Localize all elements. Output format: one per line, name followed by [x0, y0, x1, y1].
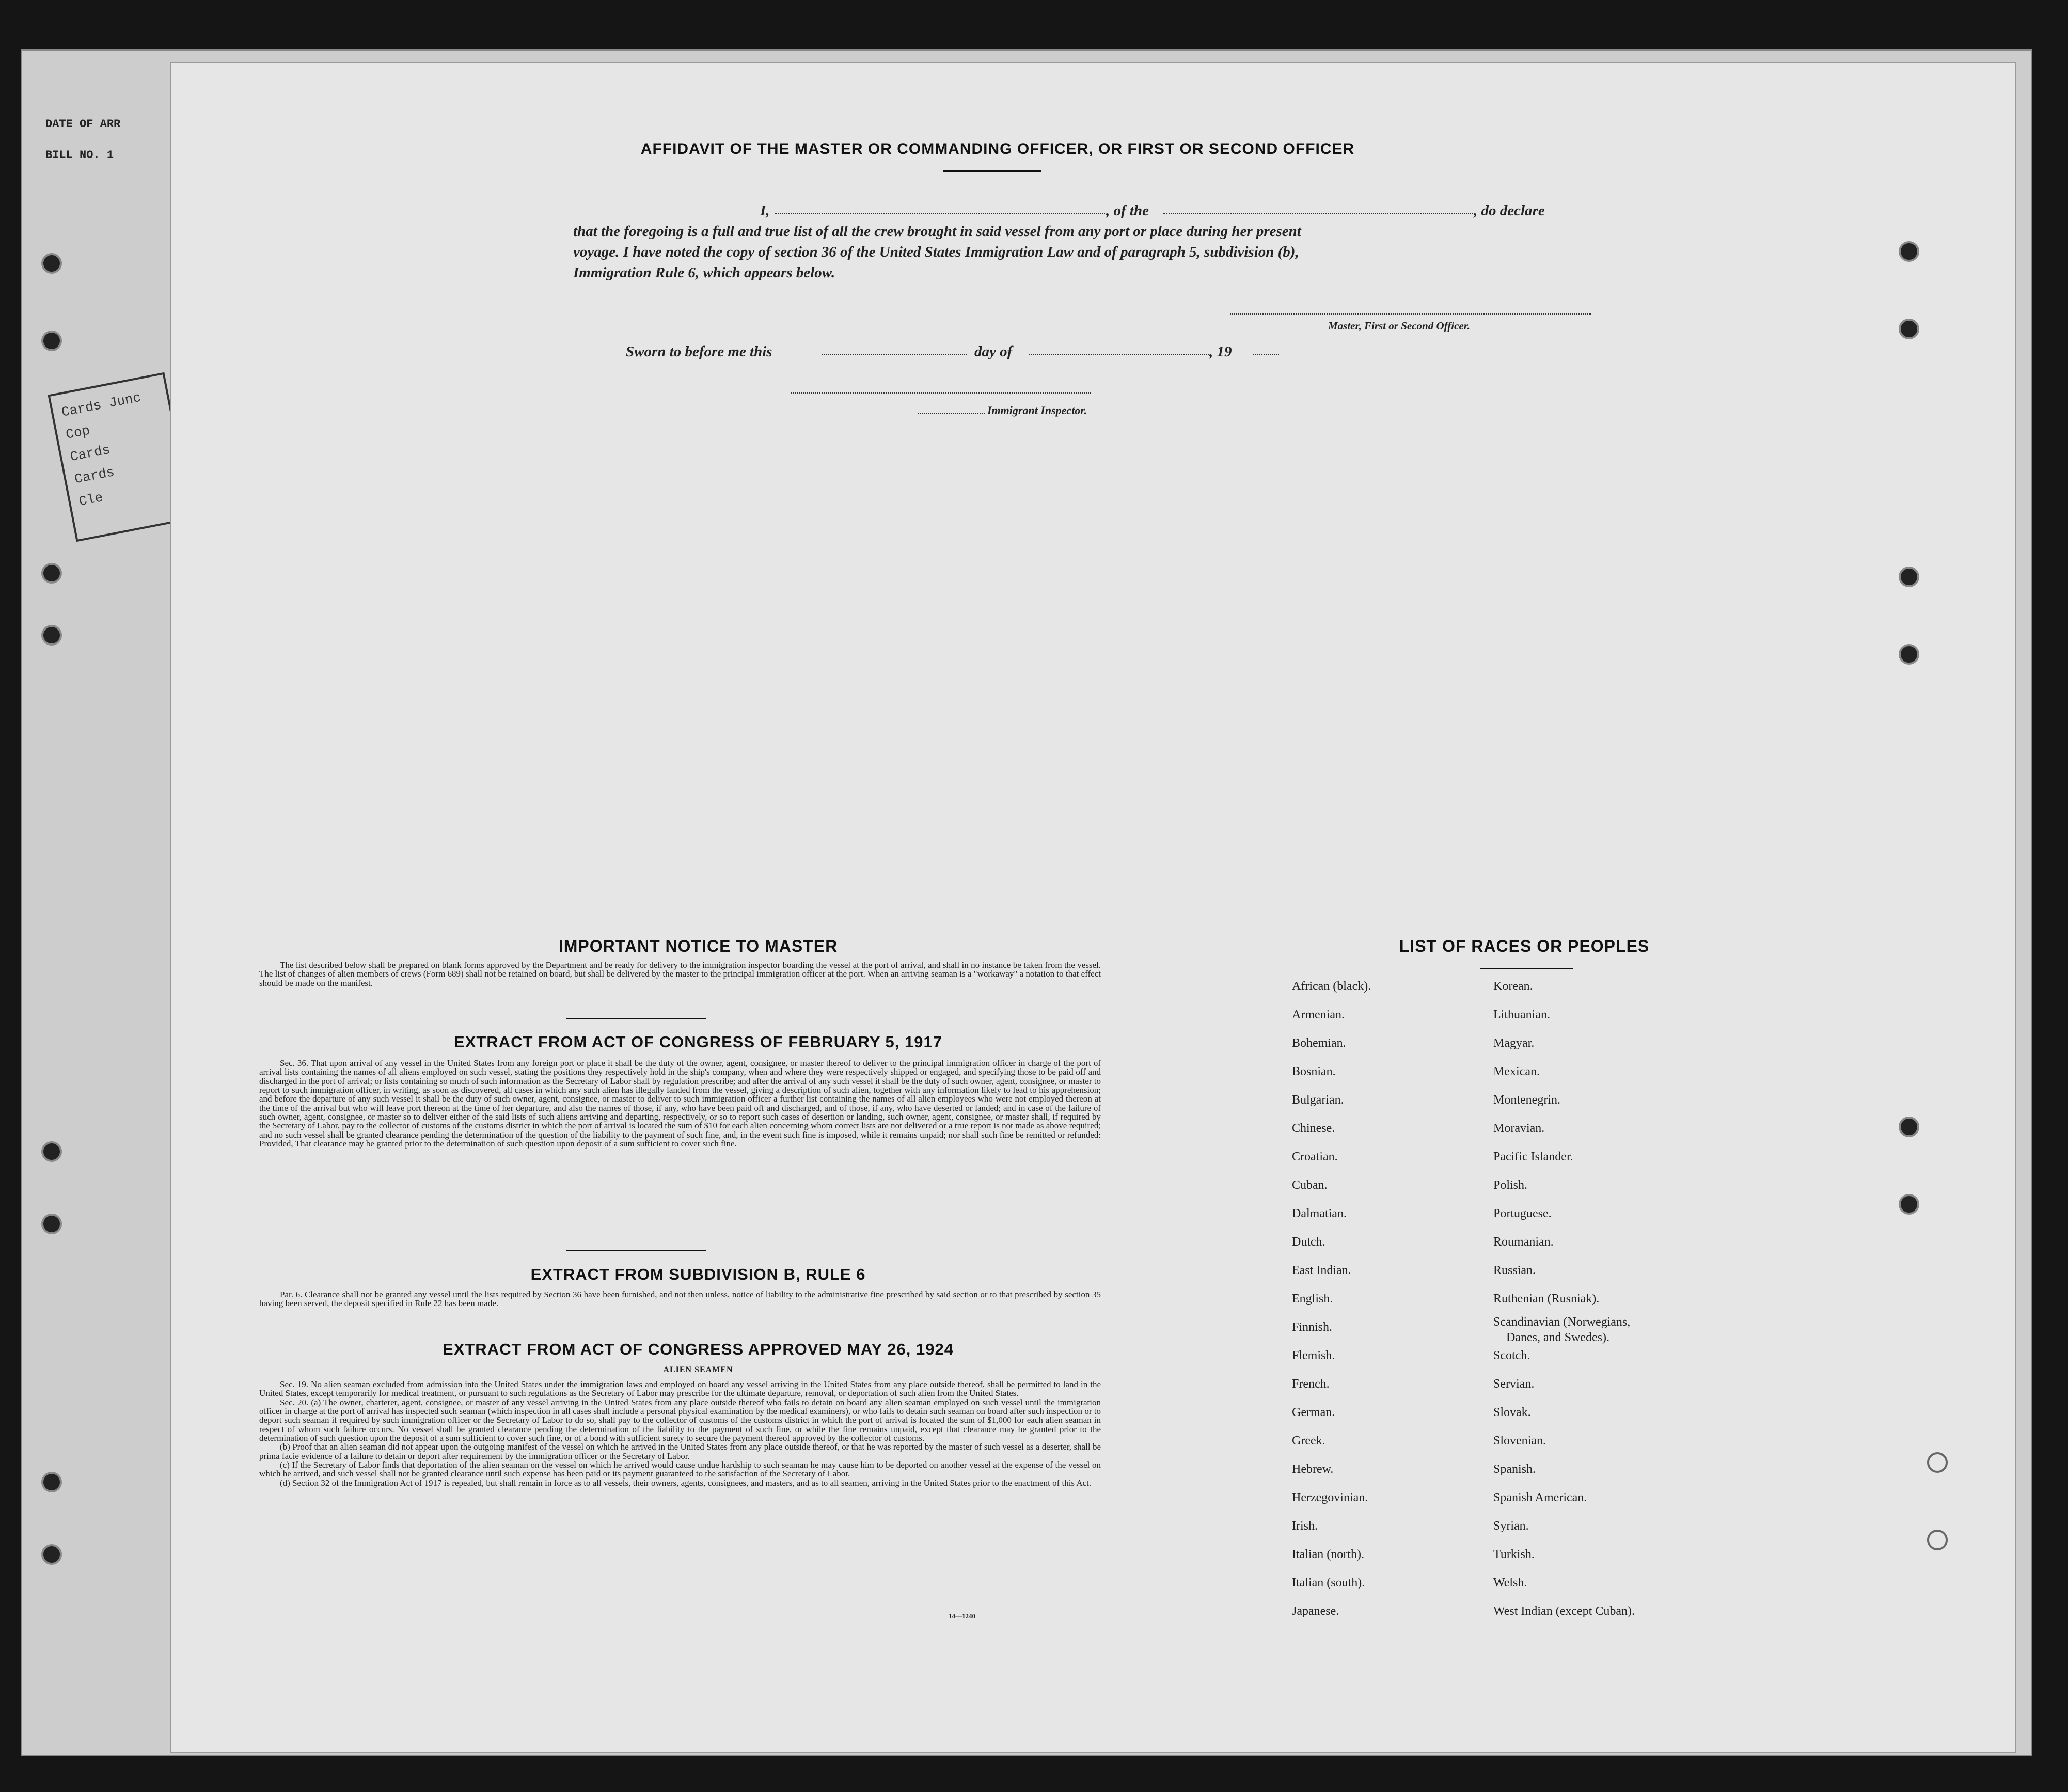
race-item: Italian (south). — [1292, 1576, 1365, 1590]
extract-rule6-title: EXTRACT FROM SUBDIVISION B, RULE 6 — [530, 1265, 866, 1283]
binder-hole — [41, 563, 62, 584]
sec-20-a: Sec. 20. (a) The owner, charterer, agent, consignee, or master of any vessel arriving in the United States from any place outside thereof who fails to detain on board any alien seaman employed on such vessel until the immigration officer in charge at the port of arrival has inspected such seaman (which inspection in all cases shall include a personal physical examination by the medical examiners), or who fails to detain such seaman on board after such inspection or to deport such seaman if required by such immigration officer or the Secretary of Labor to do so, shall pay to the collector of customs of the customs district in which the port of arrival is located the sum of $1,000 for each alien seaman in respect of whom such failure occurs. No vessel shall be granted clearance pending the determination of the liability to the payment of such fine, or while the fine remains unpaid, except that clearance may be granted prior to the determination of such question upon the deposit of a sum sufficient to cover such fine, or of a bond with sufficient surety to secure the payment thereof approved by the collector of customs. — [259, 1397, 1101, 1443]
bill-label: BILL NO. 1 — [45, 149, 114, 162]
race-item: Russian. — [1493, 1264, 1536, 1277]
race-item: Herzegovinian. — [1292, 1491, 1368, 1504]
divider — [566, 1250, 706, 1251]
race-item: Magyar. — [1493, 1036, 1535, 1050]
race-item: English. — [1292, 1292, 1333, 1306]
race-item: French. — [1292, 1377, 1330, 1391]
race-item: Spanish. — [1493, 1463, 1536, 1476]
race-item: Turkish. — [1493, 1548, 1535, 1561]
race-item: Bulgarian. — [1292, 1093, 1344, 1107]
binder-hole — [41, 331, 62, 351]
divider — [1480, 968, 1573, 969]
race-item: Dutch. — [1292, 1235, 1325, 1249]
race-item: Roumanian. — [1493, 1235, 1554, 1249]
race-item: Chinese. — [1292, 1122, 1335, 1135]
notice-body: The list described below shall be prepared on blank forms approved by the Department and be ready for delivery to the immigration inspector boarding the vessel at the port of arrival, and shall in no instance be taken from the vessel. The list of changes of alien members of crews (Form 689) shall not be retained on board, but shall be delivered by the master to the principal immigration officer at the port. When an arriving seaman is a "workaway" a notation to that effect should be made on the manifest. — [259, 960, 1101, 988]
sec-20-b: (b) Proof that an alien seaman did not appear upon the outgoing manifest of the vessel on which he arrived in the United States from any place outside thereof, or that he was reported by the master of such vessel as a deserter, shall be prima facie evidence of a failure to detain or deport after requirement by the immigration officer or the Secretary of Labor. — [259, 1442, 1101, 1461]
race-item: Montenegrin. — [1493, 1093, 1560, 1107]
race-item: Flemish. — [1292, 1349, 1335, 1362]
sec-20-c: (c) If the Secretary of Labor finds that deportation of the alien seaman on the vessel on which he arrived would cause undue hardship to such seaman he may cause him to be deported on another vessel at the expense of the vessel on which he arrived, and such vessel shall not be granted clearance until such expense has been paid or its payment guaranteed to the satisfaction of the Secretary of Labor. — [259, 1459, 1101, 1479]
divider — [566, 1018, 706, 1019]
title-rule — [943, 170, 1041, 172]
inspector-signature-line — [791, 382, 1091, 394]
race-item: Lithuanian. — [1493, 1008, 1550, 1021]
race-item: Korean. — [1493, 980, 1533, 993]
extract-1917-title: EXTRACT FROM ACT OF CONGRESS OF FEBRUARY 5, 1917 — [454, 1033, 942, 1051]
binder-hole — [1899, 241, 1919, 262]
race-item: West Indian (except Cuban). — [1493, 1605, 1635, 1618]
affidavit-line4: Immigration Rule 6, which appears below. — [573, 264, 835, 281]
race-item: Bosnian. — [1292, 1065, 1336, 1078]
affidavit-title: AFFIDAVIT OF THE MASTER OR COMMANDING OFFICER, OR FIRST OR SECOND OFFICER — [640, 140, 1355, 158]
binder-hole — [41, 625, 62, 646]
race-item: Welsh. — [1493, 1576, 1527, 1590]
race-item: Scandinavian (Norwegians, — [1493, 1315, 1631, 1329]
binder-hole — [41, 1472, 62, 1492]
master-label: Master, First or Second Officer. — [1328, 320, 1470, 332]
binder-hole — [41, 1544, 62, 1565]
race-item: Slovenian. — [1493, 1434, 1546, 1448]
race-item: Japanese. — [1292, 1605, 1339, 1618]
race-item: Irish. — [1292, 1519, 1318, 1533]
binder-hole — [1899, 644, 1919, 665]
extract-1924-title: EXTRACT FROM ACT OF CONGRESS APPROVED MAY 26, 1924 — [443, 1340, 954, 1358]
date-label: DATE OF ARR — [45, 118, 121, 131]
race-item: Bohemian. — [1292, 1036, 1346, 1050]
race-item: Hebrew. — [1292, 1463, 1334, 1476]
race-item: Moravian. — [1493, 1122, 1545, 1135]
race-item: Danes, and Swedes). — [1506, 1331, 1609, 1344]
notice-title: IMPORTANT NOTICE TO MASTER — [558, 937, 838, 955]
extract-1924-body — [259, 1380, 1101, 1487]
sec-20-d: (d) Section 32 of the Immigration Act of 1917 is repealed, but shall remain in force as to all vessels, their owners, agents, consignees, and masters, and as to all seamen, arriving in the United States prior to the enactment of this Act. — [280, 1477, 1092, 1488]
binder-hole — [1927, 1452, 1948, 1473]
manifest-page: AFFIDAVIT OF THE MASTER OR COMMANDING OFFICER, OR FIRST OR SECOND OFFICER I, , of the , do declare that the foregoing is a full and true list of all the crew brought in said vessel from any port or place during her present voyage. I have noted the copy of section 36 of the United States Immigration Law and of paragraph 5, subdivision (b), Immigration Rule 6, which appears below. Master, First or Second Officer. Sworn to before me this day of , 19 Immigrant Inspector. IMPORTANT NOTICE TO MASTER The list described below shall be prepared on blank forms approved by the Department and be ready for delivery to the immigration inspector boarding the vessel at the port of arrival, and shall in no instance be taken from the vessel. The list of changes of alien members of crews (Form 689) shall not be retained on board, but shall be delivered by the master to the principal immigration officer at the port. When an arriving seaman is a "workaway" a notation to that effect should be made on the manifest. EXTRACT FROM ACT OF CONGRESS OF FEBRUARY 5, 1917 Sec. 36. That upon arrival of any vessel in the United States from any foreign port or place it shall be the duty of the owner, agent, consignee, or master thereof to deliver to the principal immigration officer in charge of the port of arrival lists containing the names of all aliens employed on such vessel, stating the positions they respectively hold in the ship's company, when and where they were respectively shipped or engaged, and specifying those to be paid off and discharged in the port of arrival; or lists containing so much of such information as the Secretary of Labor shall by regulation prescribe; and after the arrival of any such vessel it shall be the duty of such owner, agent, consignee, or master to report to such immigration officer, in writing, as soon as discovered, all cases in which any such alien has illegally landed from the vessel, giving a description of such alien, together with any information likely to lead to his apprehension; and before the departure of any such vessel it shall be the duty of such owner, agent, consignee, or master to deliver to such immigration officer a further list containing the names of all alien employees who were not employed thereon at the time of the arrival but who will leave port thereon at the time of her departure, and also the names of those, if any, who have been paid off and discharged, and of those, if any, who have deserted or landed; and in case of the failure of such owner, agent, consignee, or master so to deliver either of the said lists of such aliens arriving and departing, respectively, or so to report such cases of desertion or landing, such owner, agent, consignee, or master shall, if required by the Secretary of Labor, pay to the collector of customs of the customs district in which the port of arrival is located the sum of $10 for each alien concerning whom correct lists are not delivered or a true report is not made as above required; and no such vessel shall be granted clearance pending the determination of the question of the liability to the payment of such fine, and, in the event such fine is imposed, while it remains unpaid; nor shall such fine be remitted or refunded: Provided, That clearance may be granted prior to the determination of such question upon deposit of a sum sufficient to cover such fine. EXTRACT FROM SUBDIVISION B, RULE 6 Par. 6. Clearance shall not be granted any vessel until the lists required by Section 36 have been furnished, and not then unless, notice of liability to the administrative fine prescribed by said section or to that prescribed by section 35 having been served, the deposit specified in Rule 22 has been made. EXTRACT FROM ACT OF CONGRESS APPROVED MAY 26, 1924 ALIEN SEAMEN Sec. 19. No alien seaman excluded from admission into the United States under the immigration laws and employed on board any vessel arriving in the United States from any place outside thereof, shall be permitted to land in the United States, except temporarily for medical treatment, or pursuant to such regulations as the Secretary of Labor may prescribe for the ultimate departure, removal, or deportation of such alien from the United States. Sec. 20. (a) The owner, charterer, agent, consignee, or master of any vessel arriving in the United States from any place outside thereof who fails to detain on board any alien seaman employed on such vessel until the immigration officer in charge at the port of arrival has inspected such seaman (which inspection in all cases shall include a personal physical examination by the medical examiners), or who fails to detain such seaman on board after such inspection or to deport such seaman if required by such immigration officer or the Secretary of Labor to do so, shall pay to the collector of customs of the customs district in which the port of arrival is located the sum of $1,000 for each alien seaman in respect of whom such failure occurs. No vessel shall be granted clearance pending the determination of the liability to the payment of such fine, or while the fine remains unpaid, except that clearance may be granted prior to the determination of such question upon the deposit of a sum sufficient to cover such fine, or of a bond with sufficient surety to secure the payment thereof approved by the collector of customs. (b) Proof that an alien seaman did not appear upon the outgoing manifest of the vessel on which he arrived in the United States from any place outside thereof, or that he was reported by the master of such vessel as a deserter, shall be prima facie evidence of a failure to detain or deport after requirement by the immigration officer or the Secretary of Labor. (c) If the Secretary of Labor finds that deportation of the alien seaman on the vessel on which he arrived would cause undue hardship to such seaman he may cause him to be deported on another vessel at the expense of the vessel on which he arrived, and such vessel shall not be granted clearance until such expense has been paid or its payment guaranteed to the satisfaction of the Secretary of Labor. (d) Section 32 of the Immigration Act of 1917 is repealed, but shall remain in force as to all vessels, their owners, agents, consignees, and masters, and as to all seamen, arriving in the United States prior to the enactment of this Act. 14—1240 LIST OF RACES OR PEOPLES African (black). Armenian. Bohemian. Bosnian. Bulgarian. Chinese. Croatian. Cuban. Dalmatian. Dutch. East Indian. English. Finnish. Flemish. French. German. Greek. Hebrew. Herzegovinian. Irish. Italian (north). Italian (south). Japanese. Korean. Lithuanian. Magyar. Mexican. Montenegrin. Moravian. Pacific Islander. Polish. Portuguese. Roumanian. Russian. Ruthenian (Rusniak). Scandinavian (Norwegians, Danes, and Swedes). Scotch. Servian. Slovak. Slovenian. Spanish. Spanish American. Syrian. Turkish. Welsh. West Indian (except Cuban). — [170, 62, 2016, 1753]
affidavit-line2: that the foregoing is a full and true list of all the crew brought in said vessel from any port or place during her present — [573, 223, 1301, 240]
race-item: Pacific Islander. — [1493, 1150, 1573, 1164]
race-item: Greek. — [1292, 1434, 1325, 1448]
race-item: Spanish American. — [1493, 1491, 1587, 1504]
alien-seamen-subtitle: ALIEN SEAMEN — [663, 1365, 733, 1374]
race-item: Polish. — [1493, 1178, 1528, 1192]
inspector-short-line — [918, 403, 985, 414]
race-item: Servian. — [1493, 1377, 1535, 1391]
race-item: Syrian. — [1493, 1519, 1529, 1533]
binder-hole — [41, 253, 62, 274]
race-item: German. — [1292, 1406, 1335, 1419]
race-item: Finnish. — [1292, 1321, 1333, 1334]
race-item: Scotch. — [1493, 1349, 1530, 1362]
race-item: Cuban. — [1292, 1178, 1328, 1192]
race-item: Ruthenian (Rusniak). — [1493, 1292, 1600, 1306]
race-item: Portuguese. — [1493, 1207, 1552, 1220]
extract-rule6-body: Par. 6. Clearance shall not be granted any vessel until the lists required by Section 36 have been furnished, and not then unless, notice of liability to the administrative fine prescribed by said section or to that prescribed by section 35 having been served, the deposit specified in Rule 22 has been made. — [259, 1290, 1101, 1309]
races-title: LIST OF RACES OR PEOPLES — [1399, 937, 1650, 955]
binder-hole — [1927, 1530, 1948, 1550]
binder-hole — [41, 1214, 62, 1234]
master-signature-line — [1230, 303, 1591, 315]
race-item: Armenian. — [1292, 1008, 1345, 1021]
binder-hole — [1899, 1194, 1919, 1215]
race-item: Dalmatian. — [1292, 1207, 1347, 1220]
binder-hole — [1899, 567, 1919, 587]
binder-hole — [41, 1141, 62, 1162]
form-number: 14—1240 — [949, 1612, 975, 1620]
race-item: Croatian. — [1292, 1150, 1338, 1164]
races-list — [1292, 980, 1757, 1651]
sec-19: Sec. 19. No alien seaman excluded from admission into the United States under the immigration laws and employed on board any vessel arriving in the United States from any place outside thereof, shall be permitted to land in the United States, except temporarily for medical treatment, or pursuant to such regulations as the Secretary of Labor may prescribe for the ultimate departure, removal, or deportation of such alien from the United States. — [259, 1379, 1101, 1398]
race-item: Slovak. — [1493, 1406, 1531, 1419]
affidavit-line3: voyage. I have noted the copy of section 36 of the United States Immigration Law and of paragraph 5, subdivision (b), — [573, 244, 1299, 260]
binder-hole — [1899, 319, 1919, 339]
race-item: East Indian. — [1292, 1264, 1351, 1277]
binder-hole — [1899, 1117, 1919, 1137]
extract-1917-body: Sec. 36. That upon arrival of any vessel in the United States from any foreign port or place it shall be the duty of the owner, agent, consignee, or master thereof to deliver to the principal immigration officer in charge of the port of arrival lists containing the names of all aliens employed on such vessel, stating the positions they respectively hold in the ship's company, when and where they were respectively shipped or engaged, and specifying those to be paid off and discharged in the port of arrival; or lists containing so much of such information as the Secretary of Labor shall by regulation prescribe; and after the arrival of any such vessel it shall be the duty of such owner, agent, consignee, or master to report to such immigration officer, in writing, as soon as discovered, all cases in which any such alien has illegally landed from the vessel, giving a description of such alien, together with any information likely to lead to his apprehension; and before the departure of any such vessel it shall be the duty of such owner, agent, consignee, or master to deliver to such immigration officer a further list containing the names of all alien employees who were not employed thereon at the time of the arrival but who will leave port thereon at the time of her departure, and also the names of those, if any, who have been paid off and discharged, and of those, if any, who have deserted or landed; and in case of the failure of such owner, agent, consignee, or master so to deliver either of the said lists of such aliens arriving and departing, respectively, or so to report such cases of desertion or landing, such owner, agent, consignee, or master shall, if required by the Secretary of Labor, pay to the collector of customs of the customs district in which the port of arrival is located the sum of $10 for each alien concerning whom correct lists are not delivered or a true report is not made as above required; and no such vessel shall be granted clearance pending the determination of the question of the liability to the payment of such fine, and, in the event such fine is imposed, while it remains unpaid; nor shall such fine be remitted or refunded: Provided, That clearance may be granted prior to the determination of such question upon deposit of a sum sufficient to cover such fine. — [259, 1058, 1101, 1149]
inspector-label: Immigrant Inspector. — [987, 404, 1087, 417]
race-item: African (black). — [1292, 980, 1371, 993]
race-item: Mexican. — [1493, 1065, 1540, 1078]
cards-stamp: Cards Junc Cop Cards Cards Cle — [48, 372, 193, 542]
race-item: Italian (north). — [1292, 1548, 1364, 1561]
